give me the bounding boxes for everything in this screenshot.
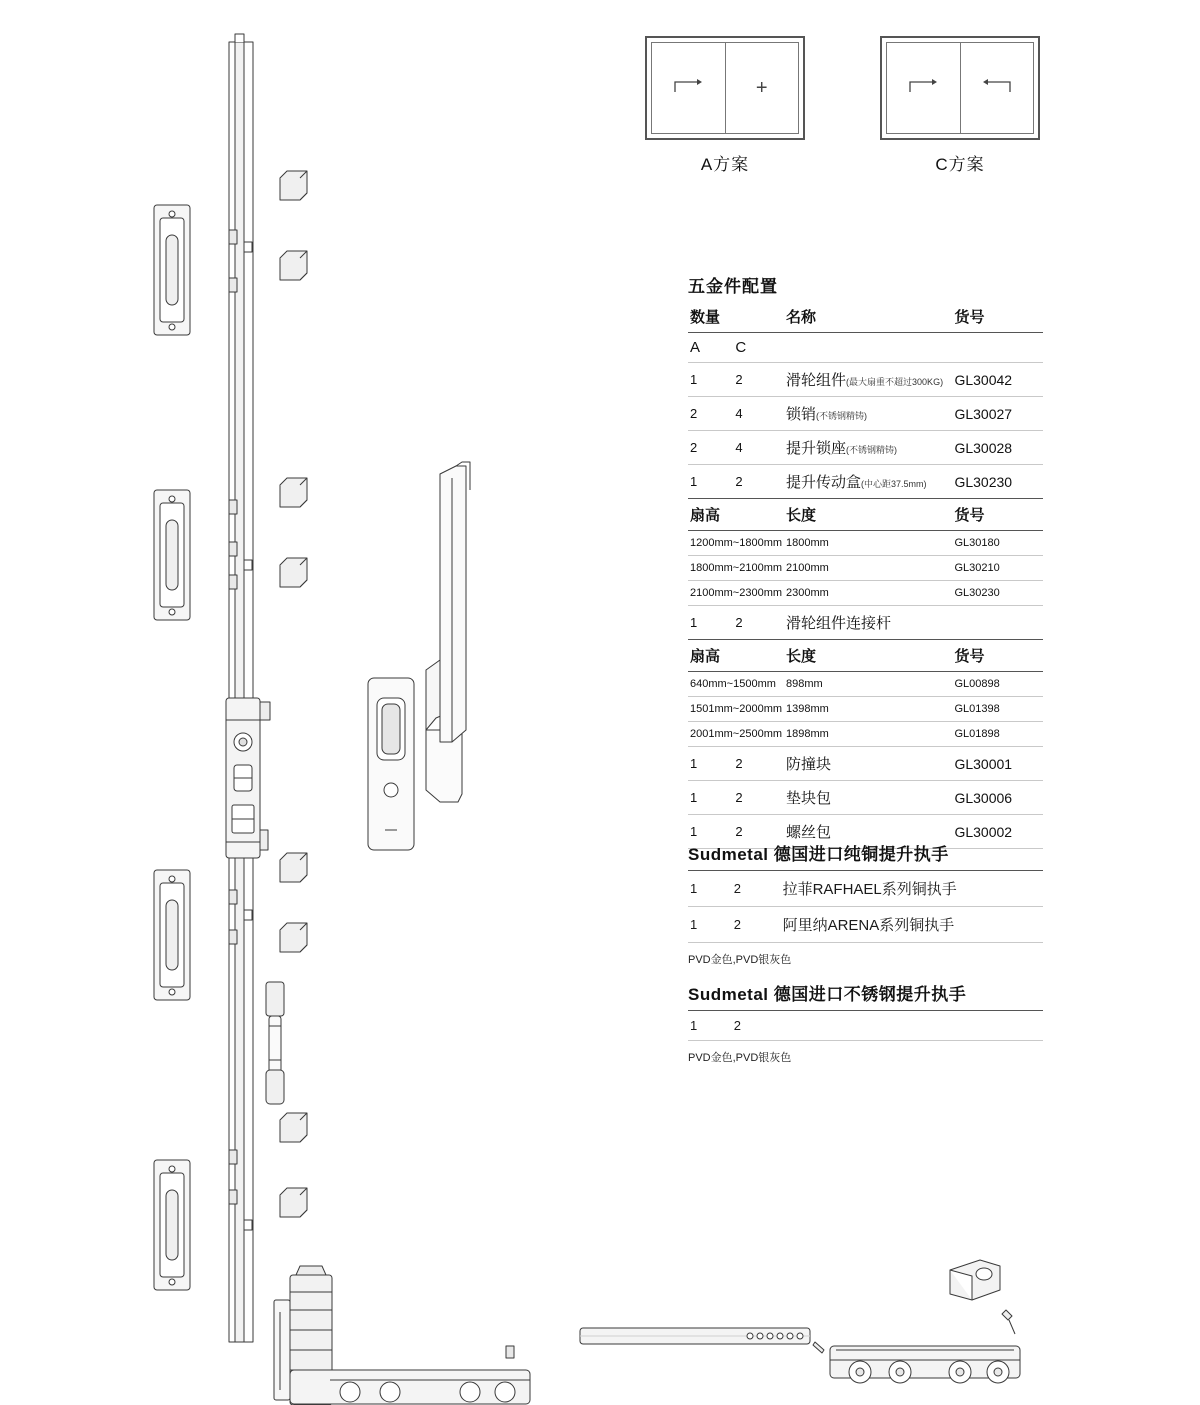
size-header-row-1 <box>688 499 1043 531</box>
row-qty-c: 2 <box>733 781 784 815</box>
size-header-row-2 <box>688 640 1043 672</box>
scheme-a-caption: A方案 <box>700 155 750 174</box>
row-name: 滑轮组件 <box>786 372 847 389</box>
size-length: 2300mm <box>784 581 952 606</box>
hardware-config-title: 五金件配置 <box>688 277 778 296</box>
table-row <box>688 747 1043 781</box>
hardware-config-section <box>688 272 1043 849</box>
table-row-connector <box>688 606 1043 640</box>
table-row <box>688 431 1043 465</box>
row-code: GL30028 <box>952 431 1043 465</box>
header-name: 名称 <box>784 301 952 333</box>
row-qty-c: 4 <box>733 397 784 431</box>
size-code: GL30180 <box>952 531 1043 556</box>
row-qty-a: 1 <box>688 747 733 781</box>
row-name: 垫块包 <box>784 781 952 815</box>
table-row <box>688 397 1043 431</box>
size-header-span: 扇高 <box>688 499 784 531</box>
window-inner-a <box>651 42 799 134</box>
row-qty-a: 1 <box>688 363 733 397</box>
technical-drawing-group <box>140 30 660 1405</box>
brand-name: Sudmetal <box>688 845 769 864</box>
row-note: (不锈钢精铸) <box>816 411 868 421</box>
size-length: 2100mm <box>784 556 952 581</box>
row-name <box>781 1011 1043 1041</box>
window-pane-a-right <box>726 43 799 133</box>
plus-icon: + <box>755 77 768 99</box>
size-code: GL01398 <box>952 697 1043 722</box>
arrow-right-icon <box>908 78 938 99</box>
window-pane-c-left <box>887 43 961 133</box>
row-name: 螺丝包 <box>784 815 952 849</box>
size-code: GL30210 <box>952 556 1043 581</box>
row-qty-a: 2 <box>688 397 733 431</box>
brand-heading <box>688 840 1043 871</box>
size-code: GL01898 <box>952 722 1043 747</box>
row-code: GL30230 <box>952 465 1043 499</box>
size-header-code: 货号 <box>952 499 1043 531</box>
row-qty-a: 1 <box>688 781 733 815</box>
table-row <box>688 697 1043 722</box>
qty-col-row <box>688 333 1043 363</box>
size-span: 640mm~1500mm <box>688 672 784 697</box>
brand-heading <box>688 980 1043 1011</box>
table-row <box>688 1011 1043 1041</box>
brand-desc: 德国进口纯铜提升执手 <box>773 845 949 864</box>
row-qty-c: 2 <box>733 815 784 849</box>
row-code: GL30027 <box>952 397 1043 431</box>
header-code: 货号 <box>952 301 1043 333</box>
table-row <box>688 363 1043 397</box>
row-note: (中心距37.5mm) <box>861 479 927 489</box>
scheme-c-diagram <box>880 36 1040 175</box>
size-code: GL00898 <box>952 672 1043 697</box>
row-name: 提升锁座 <box>786 440 847 457</box>
brand-table-stainless <box>688 1011 1043 1041</box>
row-qty-c: 2 <box>732 907 781 943</box>
window-pane-c-right <box>961 43 1034 133</box>
row-name: 提升传动盒 <box>786 474 862 491</box>
row-qty-a: 1 <box>688 871 732 907</box>
size-span: 1501mm~2000mm <box>688 697 784 722</box>
row-qty-a: 1 <box>688 606 733 640</box>
brand-name: Sudmetal <box>688 985 769 1004</box>
hardware-config-table <box>688 301 1043 849</box>
row-name: 拉菲RAFHAEL系列铜执手 <box>781 871 1043 907</box>
window-pane-a-left <box>652 43 726 133</box>
row-note: (最大扇重不超过300KG) <box>846 377 944 387</box>
row-qty-c: 2 <box>733 363 784 397</box>
table-row <box>688 531 1043 556</box>
table-row <box>688 672 1043 697</box>
row-name: 阿里纳ARENA系列铜执手 <box>781 907 1043 943</box>
row-qty-a: 1 <box>688 465 733 499</box>
size-header-length: 长度 <box>784 640 952 672</box>
table-row <box>688 556 1043 581</box>
arrow-right-icon <box>673 78 703 99</box>
table-header-row <box>688 301 1043 333</box>
size-length: 1898mm <box>784 722 952 747</box>
size-header-span: 扇高 <box>688 640 784 672</box>
size-span: 1200mm~1800mm <box>688 531 784 556</box>
table-row <box>688 465 1043 499</box>
row-code: GL30006 <box>952 781 1043 815</box>
qty-col-a: A <box>688 333 733 363</box>
table-row <box>688 781 1043 815</box>
row-name: 锁销 <box>786 406 817 423</box>
size-header-code: 货号 <box>952 640 1043 672</box>
row-qty-c: 2 <box>733 747 784 781</box>
size-length: 898mm <box>784 672 952 697</box>
size-header-length: 长度 <box>784 499 952 531</box>
row-qty-c: 2 <box>732 1011 781 1041</box>
row-qty-c: 2 <box>733 465 784 499</box>
qty-col-c: C <box>733 333 784 363</box>
window-frame-c <box>880 36 1040 140</box>
brand-footnote: PVD金色,PVD银灰色 <box>688 1052 792 1064</box>
size-length: 1800mm <box>784 531 952 556</box>
table-row <box>688 722 1043 747</box>
size-span: 2100mm~2300mm <box>688 581 784 606</box>
arrow-left-icon <box>982 78 1012 99</box>
row-code: GL30002 <box>952 815 1043 849</box>
row-qty-a: 1 <box>688 907 732 943</box>
row-code: GL30042 <box>952 363 1043 397</box>
row-qty-a: 1 <box>688 1011 732 1041</box>
row-qty-c: 4 <box>733 431 784 465</box>
row-qty-a: 1 <box>688 815 733 849</box>
brand-table-brass <box>688 871 1043 943</box>
size-span: 2001mm~2500mm <box>688 722 784 747</box>
table-row <box>688 581 1043 606</box>
technical-drawing-bottom-right <box>560 1250 1080 1405</box>
row-name: 滑轮组件连接杆 <box>784 606 952 640</box>
brand-block-brass <box>688 840 1043 967</box>
brand-block-stainless <box>688 980 1043 1065</box>
row-name: 防撞块 <box>784 747 952 781</box>
row-code: GL30001 <box>952 747 1043 781</box>
row-qty-c: 2 <box>733 606 784 640</box>
table-row <box>688 907 1043 943</box>
scheme-a-diagram <box>645 36 805 175</box>
window-frame-a <box>645 36 805 140</box>
row-note: (不锈钢精铸) <box>846 445 898 455</box>
size-length: 1398mm <box>784 697 952 722</box>
row-qty-c: 2 <box>732 871 781 907</box>
brand-desc: 德国进口不锈钢提升执手 <box>773 985 967 1004</box>
row-qty-a: 2 <box>688 431 733 465</box>
table-row <box>688 871 1043 907</box>
brand-footnote: PVD金色,PVD银灰色 <box>688 954 792 966</box>
size-code: GL30230 <box>952 581 1043 606</box>
scheme-c-caption: C方案 <box>935 155 985 174</box>
window-inner-c <box>886 42 1034 134</box>
size-span: 1800mm~2100mm <box>688 556 784 581</box>
header-qty: 数量 <box>688 301 784 333</box>
